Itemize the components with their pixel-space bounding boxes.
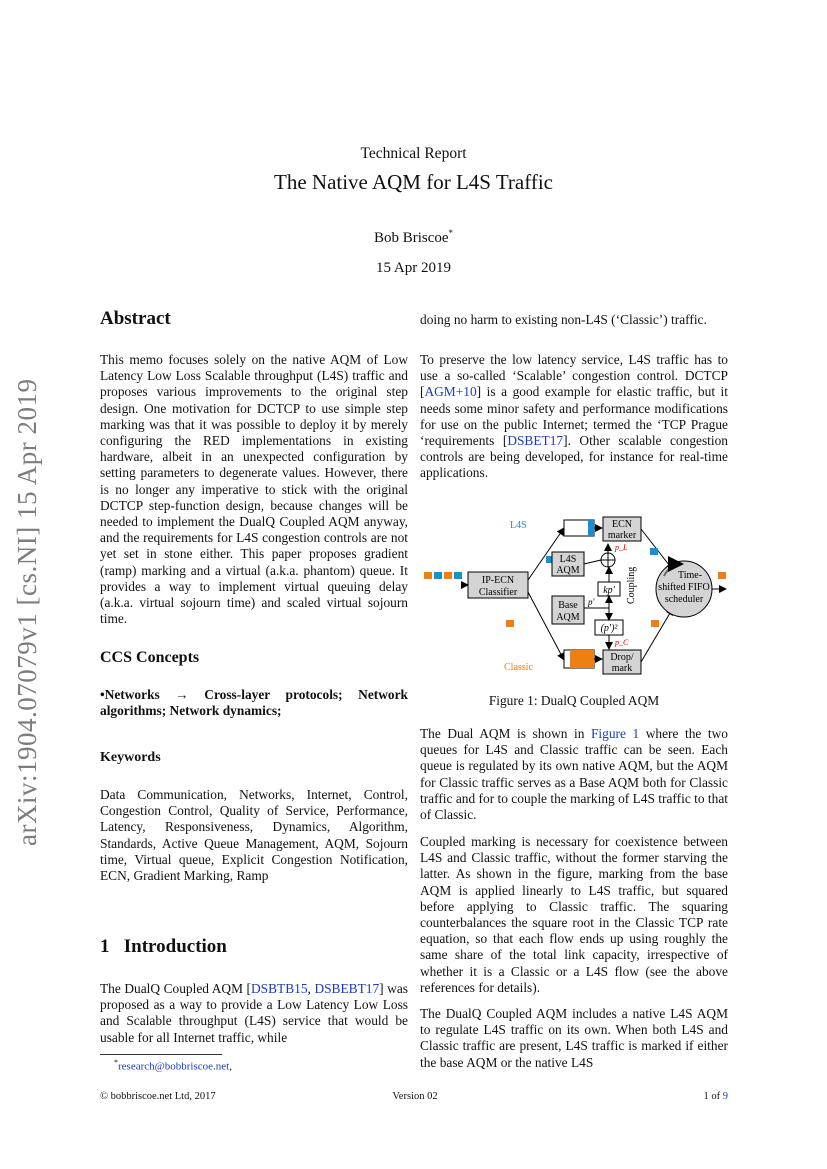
scalable-cc-paragraph bbox=[420, 352, 728, 482]
paper-title: The Native AQM for L4S Traffic bbox=[274, 170, 553, 194]
intro-heading-number: 1 bbox=[100, 936, 110, 957]
l4s-queue-packet bbox=[588, 520, 594, 536]
dual-aqm-paragraph bbox=[420, 726, 728, 823]
keywords-text: Data Communication, Networks, Internet, Control, Congestion Control, Quality of Service, Performance, Latency, Responsiveness, Dynamics, Algorithm, Standards, Active Queue Management, AQM, Sojourn time, Virtual queue, Explicit Congestion Notification, ECN, Gradient Marking, Ramp bbox=[100, 787, 408, 884]
footnote bbox=[114, 1058, 232, 1073]
ccs-text: •Networks → Cross-layer protocols; Network algorithms; Network dynamics; bbox=[100, 687, 408, 719]
drop-mark-label-2: mark bbox=[611, 663, 633, 674]
keywords-heading: Keywords bbox=[100, 750, 161, 765]
packet-orange bbox=[444, 572, 452, 579]
packet-blue bbox=[650, 548, 658, 555]
figure-caption: Figure 1: DualQ Coupled AQM bbox=[488, 693, 660, 708]
ref-agm10-link[interactable]: AGM+10 bbox=[424, 384, 477, 400]
packet-orange bbox=[651, 620, 659, 627]
coupling-label: Coupling bbox=[626, 566, 637, 604]
pc-label: p_C bbox=[615, 638, 629, 647]
abstract-heading: Abstract bbox=[100, 308, 171, 329]
report-type: Technical Report bbox=[360, 145, 467, 162]
footnote-mark: * bbox=[114, 1058, 118, 1067]
classifier-label-2: Classifier bbox=[478, 587, 518, 598]
intro-paragraph bbox=[100, 981, 408, 1046]
packet-orange bbox=[718, 572, 726, 579]
base-aqm-label-1: Base bbox=[558, 600, 578, 611]
coupled-marking-paragraph: Coupled marking is necessary for coexistence between L4S and Classic traffic, without the former starving the latter. As shown in the figure, marking from the base AQM is applied linearly to L4S traffic, but squared before applying to Classic traffic. The squaring counterbalances the square root in the Classic TCP rate equation, so that each flow ends up using roughly the same share of the total link capacity, irrespective of whether it is a Classic or a L4S flow (see the above references for details). bbox=[420, 834, 728, 995]
intro-ref-separator: , bbox=[307, 981, 315, 996]
packet-blue bbox=[434, 572, 442, 579]
intro-heading-text: Introduction bbox=[123, 936, 227, 957]
native-l4s-paragraph: The DualQ Coupled AQM includes a native L4S AQM to regulate L4S traffic on its own. When both L4S and Classic traffic are present, L4S traffic is marked if either the base AQM or the native L4S bbox=[420, 1006, 728, 1070]
footer-version: Version 02 bbox=[392, 1091, 438, 1102]
scalable-text-b: ] is a good example for elastic traffic, but it needs some minor safety and performance modifications for use on the public Internet; termed the ‘TCP Prague ‘requirements [ bbox=[420, 384, 728, 449]
ref-dsbebt17-link[interactable]: DSBEBT17 bbox=[314, 981, 380, 996]
l4s-queue-label: L4S bbox=[510, 520, 527, 531]
scheduler-label-2: shifted FIFO bbox=[658, 582, 710, 593]
scheduler-label-3: scheduler bbox=[664, 594, 704, 605]
pl-label: p_L bbox=[615, 543, 628, 552]
scalable-text-c: ]. Other scalable congestion controls are being developed, for instance for real-time applications. bbox=[420, 433, 728, 481]
l4s-aqm-label-2: AQM bbox=[556, 565, 580, 576]
packet-blue bbox=[454, 572, 462, 579]
figure-1-link[interactable]: Figure 1 bbox=[590, 726, 640, 741]
page-total-link[interactable]: 9 bbox=[722, 1091, 728, 1102]
p-prime-label: p' bbox=[588, 597, 595, 607]
ref-dsbtb15-link[interactable]: DSBTB15 bbox=[250, 981, 308, 996]
footnote-email-link[interactable]: research@bobbriscoe.net bbox=[118, 1060, 230, 1073]
packet-orange bbox=[424, 572, 432, 579]
intro-text-start: The DualQ Coupled AQM [ bbox=[100, 981, 251, 996]
l4s-aqm-label-1: L4S bbox=[559, 554, 577, 565]
author-footnote-mark: * bbox=[448, 228, 454, 238]
dual-aqm-text-a: The Dual AQM is shown in bbox=[420, 726, 591, 741]
kp-label: kp' bbox=[603, 585, 615, 596]
intro-heading bbox=[100, 936, 408, 958]
classic-queue-label: Classic bbox=[504, 662, 533, 673]
base-aqm-label-2: AQM bbox=[556, 612, 580, 623]
footer-copyright: © bobbriscoe.net Ltd, 2017 bbox=[100, 1091, 216, 1102]
dualq-diagram bbox=[418, 512, 730, 680]
intro-text-end: ] was proposed as a way to provide a Low Latency Low Loss and Scalable throughput (L4S) service that would be usable for all Internet traffic, while bbox=[100, 981, 408, 1045]
p-squared-label: (p')² bbox=[600, 623, 618, 634]
ecn-marker-label-2: marker bbox=[607, 530, 637, 541]
footnote-rule bbox=[100, 1054, 222, 1055]
ref-dsbet17-link[interactable]: DSBET17 bbox=[507, 433, 564, 449]
author-name: Bob Briscoe bbox=[373, 230, 449, 246]
ecn-marker-label-1: ECN bbox=[612, 519, 632, 530]
author-line bbox=[0, 228, 827, 247]
footnote-tail: , bbox=[229, 1060, 232, 1073]
right-intro-paragraph: doing no harm to existing non-L4S (‘Classic’) traffic. bbox=[420, 312, 707, 327]
footer-page-prefix: 1 of bbox=[703, 1091, 723, 1102]
abstract-text: This memo focuses solely on the native AQM of Low Latency Low Loss Scalable throughput (L4S) traffic and proposes various improvements to the original step design. One motivation for DCTCP to use simple step marking was that it was possible to deploy it by merely configuring the RED implementations in existing hardware, albeit in an unexpected configuration by setting parameters to degenerate values. However, there is no longer any imperative to stick with the original DCTCP step-function design, because changes will be needed to implement the DualQ Coupled AQM anyway, and the requirements for L4S congestion controls are not yet set in stone either. This paper proposes gradient (ramp) marking and a virtual (a.k.a. phantom) queue. It provides a way to implement virtual queuing delay (a.k.a. virtual sojourn time) and scaled virtual sojourn time. bbox=[100, 352, 408, 627]
footer-page bbox=[688, 1091, 728, 1102]
dualq-figure bbox=[418, 512, 730, 680]
arxiv-side-label: arXiv:1904.07079v1 [cs.NI] 15 Apr 2019 bbox=[12, 378, 42, 846]
drop-mark-label-1: Drop/ bbox=[610, 652, 634, 663]
scheduler-label-1: Time- bbox=[677, 570, 703, 581]
ccs-heading: CCS Concepts bbox=[100, 649, 200, 666]
packet-orange bbox=[506, 620, 514, 627]
paper-date: 15 Apr 2019 bbox=[376, 260, 451, 276]
classifier-label-1: IP-ECN bbox=[481, 575, 515, 586]
dual-aqm-text-b: where the two queues for L4S and Classic traffic can be seen. Each queue is regulated by its own native AQM, but the AQM for Classic traffic serves as a Base AQM both for Classic traffic and for to couple the marking of L4S traffic to that of Classic. bbox=[420, 726, 728, 823]
scalable-text-a: To preserve the low latency service, L4S traffic has to use a so-called ‘Scalable’ congestion control. DCTCP [ bbox=[420, 352, 728, 400]
